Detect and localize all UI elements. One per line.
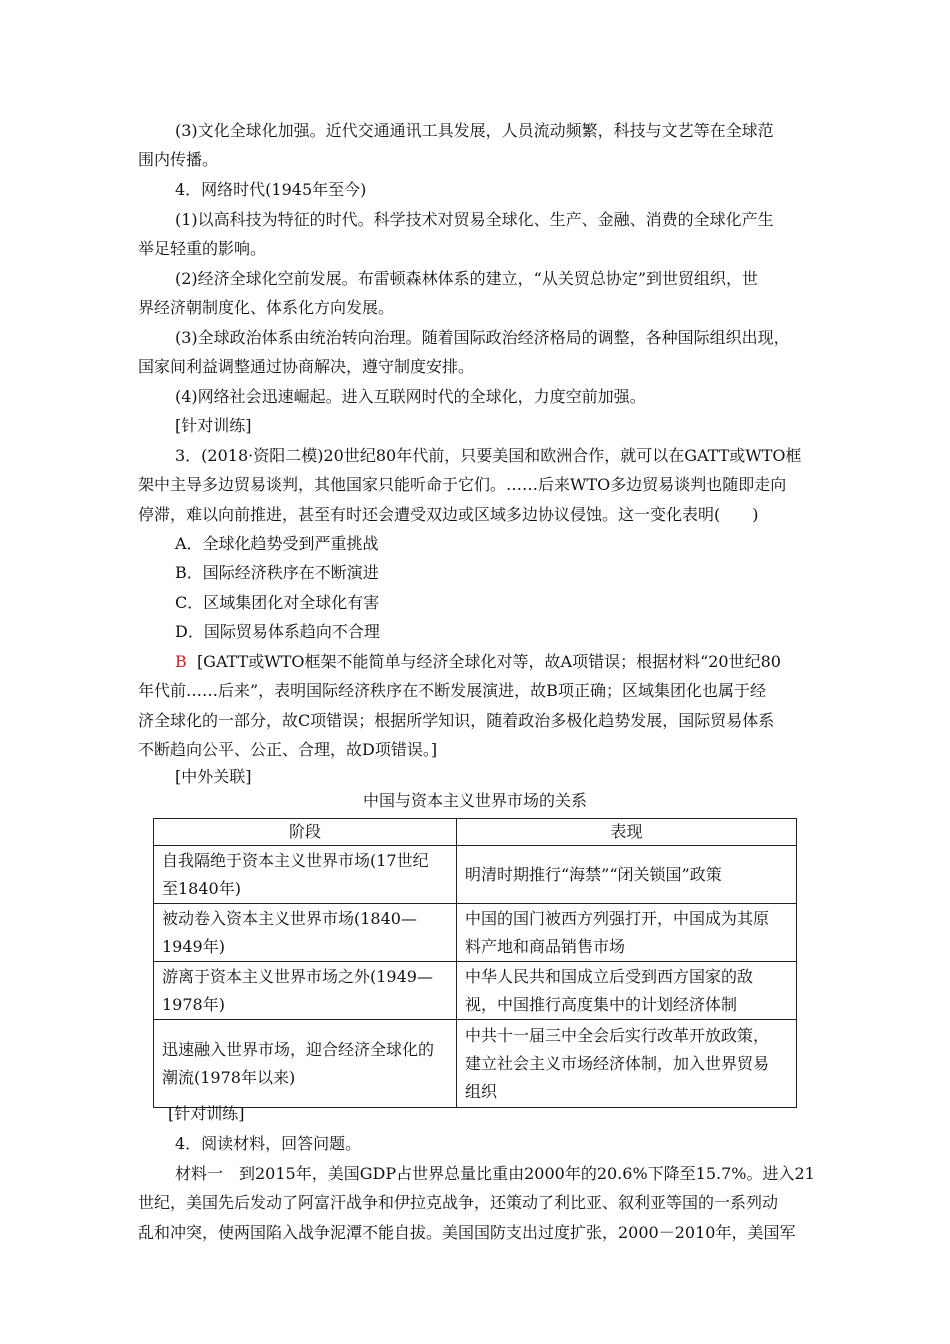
section-label: [中外关联]: [175, 767, 252, 786]
column-header: 阶段: [154, 819, 457, 846]
cell-line: 1978年): [162, 994, 225, 1014]
stage-cell: [154, 846, 457, 904]
material-text: 乱和冲突，使两国陷入战争泥潭不能自拔。美国国防支出过度扩张，2000－2010年，美国军: [138, 1223, 796, 1242]
material-text: 世纪，美国先后发动了阿富汗战争和伊拉克战争，还策动了利比亚、叙利亚等国的一系列动: [138, 1193, 779, 1212]
cell-line: 组织: [465, 1081, 498, 1101]
table-row: [154, 1020, 797, 1108]
question-text: 3．(2018·资阳二模)20世纪80年代前，只要美国和欧洲合作，就可以在GATT或WTO框: [175, 446, 802, 465]
answer-letter: B: [175, 652, 187, 671]
answer-text: 不断趋向公平、公正、合理，故D项错误。]: [138, 740, 438, 759]
text-line: (3)文化全球化加强。近代交通通讯工具发展，人员流动频繁，科技与文艺等在全球范: [175, 121, 774, 140]
option-a: A．全球化趋势受到严重挑战: [175, 534, 379, 553]
column-header: 表现: [457, 819, 797, 846]
cell-line: 1949年): [162, 936, 225, 956]
cell-line: 中共十一届三中全会后实行改革开放政策，: [465, 1025, 770, 1045]
text-line: 国家间利益调整通过协商解决，遵守制度安排。: [138, 357, 475, 376]
question-text: 停滞，难以向前推进，甚至有时还会遭受双边或区域多边协议侵蚀。这一变化表明( ): [138, 505, 759, 524]
cell-line: 至1840年): [162, 878, 241, 898]
table-row: [154, 962, 797, 1020]
cell-line: 潮流(1978年以来): [162, 1067, 296, 1087]
relation-table: [153, 818, 797, 1108]
exercise-label: [针对训练]: [168, 1104, 245, 1123]
material-text: 材料一 到2015年，美国GDP占世界总量比重由2000年的20.6%下降至15.7%。进入21: [175, 1164, 815, 1183]
option-d: D．国际贸易体系趋向不合理: [175, 622, 380, 641]
cell-line: 建立社会主义市场经济体制，加入世界贸易: [465, 1053, 770, 1073]
cell-line: 视，中国推行高度集中的计划经济体制: [465, 994, 738, 1014]
answer-explanation: [175, 651, 781, 673]
text-line: (1)以高科技为特征的时代。科学技术对贸易全球化、生产、金融、消费的全球化产生: [175, 210, 774, 229]
question-text: 架中主导多边贸易谈判，其他国家只能听命于它们。……后来WTO多边贸易谈判也随即走向: [138, 475, 787, 494]
cell-line: 自我隔绝于资本主义世界市场(17世纪: [162, 850, 429, 870]
text-line: 界经济朝制度化、体系化方向发展。: [138, 298, 395, 317]
answer-text: 年代前……后来”，表明国际经济秩序在不断发展演进，故B项正确；区域集团化也属于经: [138, 681, 766, 700]
text-line: (3)全球政治体系由统治转向治理。随着国际政治经济格局的调整，各种国际组织出现，: [175, 328, 790, 347]
section-heading: 4．网络时代(1945年至今): [175, 180, 367, 199]
cell-line: 中华人民共和国成立后受到西方国家的敌: [465, 966, 754, 986]
desc-cell: [457, 962, 797, 1020]
cell-line: 中国的国门被西方列强打开，中国成为其原: [465, 908, 770, 928]
text-line: 围内传播。: [138, 150, 219, 169]
option-b: B．国际经济秩序在不断演进: [175, 563, 379, 582]
exercise-label: [针对训练]: [175, 416, 252, 435]
table-header-row: [154, 819, 797, 846]
text-line: (2)经济全球化空前发展。布雷顿森林体系的建立，“从关贸总协定”到世贸组织，世: [175, 269, 759, 288]
table-title: 中国与资本主义世界市场的关系: [362, 791, 587, 810]
question-text: 4．阅读材料，回答问题。: [175, 1134, 362, 1153]
text-line: 举足轻重的影响。: [138, 239, 267, 258]
cell-line: 游离于资本主义世界市场之外(1949—: [162, 966, 433, 986]
answer-text: [GATT或WTO框架不能简单与经济全球化对等，故A项错误；根据材料“20世纪80: [196, 652, 781, 671]
desc-cell: [457, 1020, 797, 1108]
stage-cell: [154, 904, 457, 962]
option-c: C．区域集团化对全球化有害: [175, 593, 380, 612]
text-line: (4)网络社会迅速崛起。进入互联网时代的全球化，力度空前加强。: [175, 387, 646, 406]
cell-line: 被动卷入资本主义世界市场(1840—: [162, 908, 417, 928]
desc-cell: [457, 904, 797, 962]
cell-line: 明清时期推行“海禁”“闭关锁国”政策: [465, 864, 722, 884]
table-row: [154, 904, 797, 962]
desc-cell: [457, 846, 797, 904]
stage-cell: [154, 1020, 457, 1108]
answer-text: 济全球化的一部分，故C项错误；根据所学知识，随着政治多极化趋势发展，国际贸易体系: [138, 711, 775, 730]
cell-line: 料产地和商品销售市场: [465, 936, 626, 956]
cell-line: 迅速融入世界市场，迎合经济全球化的: [162, 1039, 435, 1059]
stage-cell: [154, 962, 457, 1020]
table-row: [154, 846, 797, 904]
